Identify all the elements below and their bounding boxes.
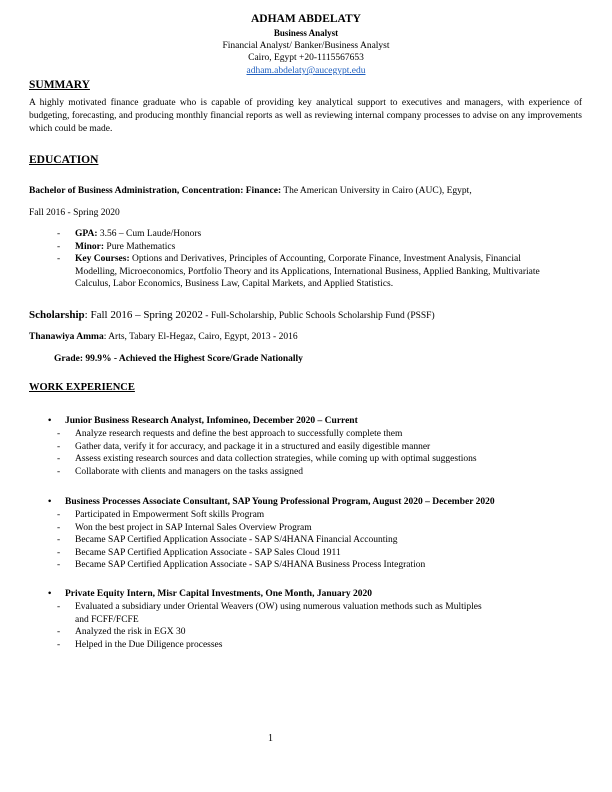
dash-icon: - <box>57 560 61 570</box>
dash-icon: - <box>57 639 61 650</box>
list-item: - Analyzed the risk in EGX 30 <box>57 627 186 637</box>
dash-icon: - <box>57 627 61 637</box>
list-item: - Became SAP Certified Application Associate - SAP Sales Cloud 1911 <box>57 547 341 558</box>
bullet-icon: • <box>48 497 52 507</box>
job-bullets <box>57 509 588 572</box>
candidate-subtitle: Financial Analyst/ Banker/Business Analyst <box>222 41 390 51</box>
job-title: • Private Equity Intern, Misr Capital Investments, One Month, January 2020 <box>48 589 372 599</box>
degree-institution: The American University in Cairo (AUC), Egypt, <box>281 186 472 196</box>
job-entry <box>48 415 588 478</box>
dash-icon: - <box>57 547 61 558</box>
list-item: - Evaluated a subsidiary under Oriental Weavers (OW) using numerous valuation methods such as Multiples and FCFF/FCFE <box>57 602 482 625</box>
list-item: - Became SAP Certified Application Associate - SAP S/4HANA Financial Accounting <box>57 535 398 545</box>
list-item: - Helped in the Due Diligence processes <box>57 639 223 650</box>
dash-icon: - <box>57 602 61 612</box>
list-item: - Became SAP Certified Application Associate - SAP S/4HANA Business Process Integration <box>57 560 426 570</box>
summary-heading: SUMMARY <box>29 79 90 91</box>
dash-icon: - <box>57 466 61 477</box>
job-entry <box>48 496 588 572</box>
contact-info: Cairo, Egypt +20-1115567653 <box>248 53 364 63</box>
education-heading: EDUCATION <box>29 154 99 166</box>
email-line <box>0 66 612 76</box>
grade-line: Grade: 99.9% - Achieved the Highest Score/Grade Nationally <box>54 354 303 364</box>
list-item: - Gather data, verify it for accuracy, and package it in a structured and easily digestible manner <box>57 441 431 452</box>
page-number: 1 <box>268 733 273 744</box>
scholarship-label: Scholarship <box>29 309 85 321</box>
list-item: - Participated in Empowerment Soft skills Program <box>57 510 265 520</box>
list-item: - Minor: Pure Mathematics <box>57 241 176 252</box>
bullet-icon: • <box>48 416 52 426</box>
degree-label: Bachelor of Business Administration, Concentration: Finance: <box>29 186 282 196</box>
scholarship-dates: Fall 2016 – Spring 20202 <box>90 309 203 321</box>
bullet-icon: • <box>48 589 52 599</box>
thanawiya-label: Thanawiya Amma <box>29 332 104 342</box>
thanawiya-line <box>29 332 298 342</box>
degree-dates: Fall 2016 - Spring 2020 <box>29 208 120 218</box>
list-item: - GPA: 3.56 – Cum Laude/Honors <box>57 229 202 239</box>
dash-icon: - <box>57 522 61 533</box>
dash-icon: - <box>57 229 61 239</box>
degree-line <box>29 186 472 196</box>
candidate-role: Business Analyst <box>273 28 339 38</box>
list-item: - Assess existing research sources and data collection strategies, while coming up with optimal suggestions <box>57 454 477 464</box>
thanawiya-details: : Arts, Tabary El-Hegaz, Cairo, Egypt, 2013 - 2016 <box>103 332 298 342</box>
scholarship-line: Scholarship: Fall 2016 – Spring 20202 - Full-Scholarship, Public Schools Scholarship Fund (PSSF) <box>29 309 435 321</box>
dash-icon: - <box>57 454 61 464</box>
email-link[interactable]: adham.abdelaty@aucegypt.edu <box>246 66 366 76</box>
dash-icon: - <box>57 254 61 264</box>
education-details-list <box>57 228 557 291</box>
dash-icon: - <box>57 441 61 452</box>
list-item: - Won the best project in SAP Internal Sales Overview Program <box>57 522 312 533</box>
job-bullets <box>57 601 497 651</box>
scholarship-details: - Full-Scholarship, Public Schools Scholarship Fund (PSSF) <box>202 311 435 321</box>
job-title: • Junior Business Research Analyst, Infomineo, December 2020 – Current <box>48 416 358 426</box>
candidate-name: ADHAM ABDELATY <box>250 13 361 25</box>
summary-text: A highly motivated finance graduate who is capable of providing key analytical support to executives and managers, with experience of budgeting, forecasting, and producing monthly financial reports as well as reviewing internal company processes to advise on any improvements which could be made. <box>29 98 582 134</box>
work-experience-heading: WORK EXPERIENCE <box>29 382 135 393</box>
list-item: - Analyze research requests and define the best approach to successfully complete them <box>57 429 403 439</box>
job-title: • Business Processes Associate Consultant, SAP Young Professional Program, August 2020 – December 2020 <box>48 497 495 507</box>
dash-icon: - <box>57 241 61 252</box>
job-entry <box>48 588 588 651</box>
job-bullets <box>57 428 588 478</box>
dash-icon: - <box>57 510 61 520</box>
list-item: - Collaborate with clients and managers on the tasks assigned <box>57 466 303 477</box>
list-item: - Key Courses: Options and Derivatives, Principles of Accounting, Corporate Finance, Investment Analysis, Financial Modelling, Microeconomics, Portfolio Theory and its Applications, International Business, Applied Banking, Multivariate Calculus, Labor Economics, Business Law, Capital Markets, and Applied Statistics. <box>57 254 540 289</box>
dash-icon: - <box>57 429 61 439</box>
dash-icon: - <box>57 535 61 545</box>
